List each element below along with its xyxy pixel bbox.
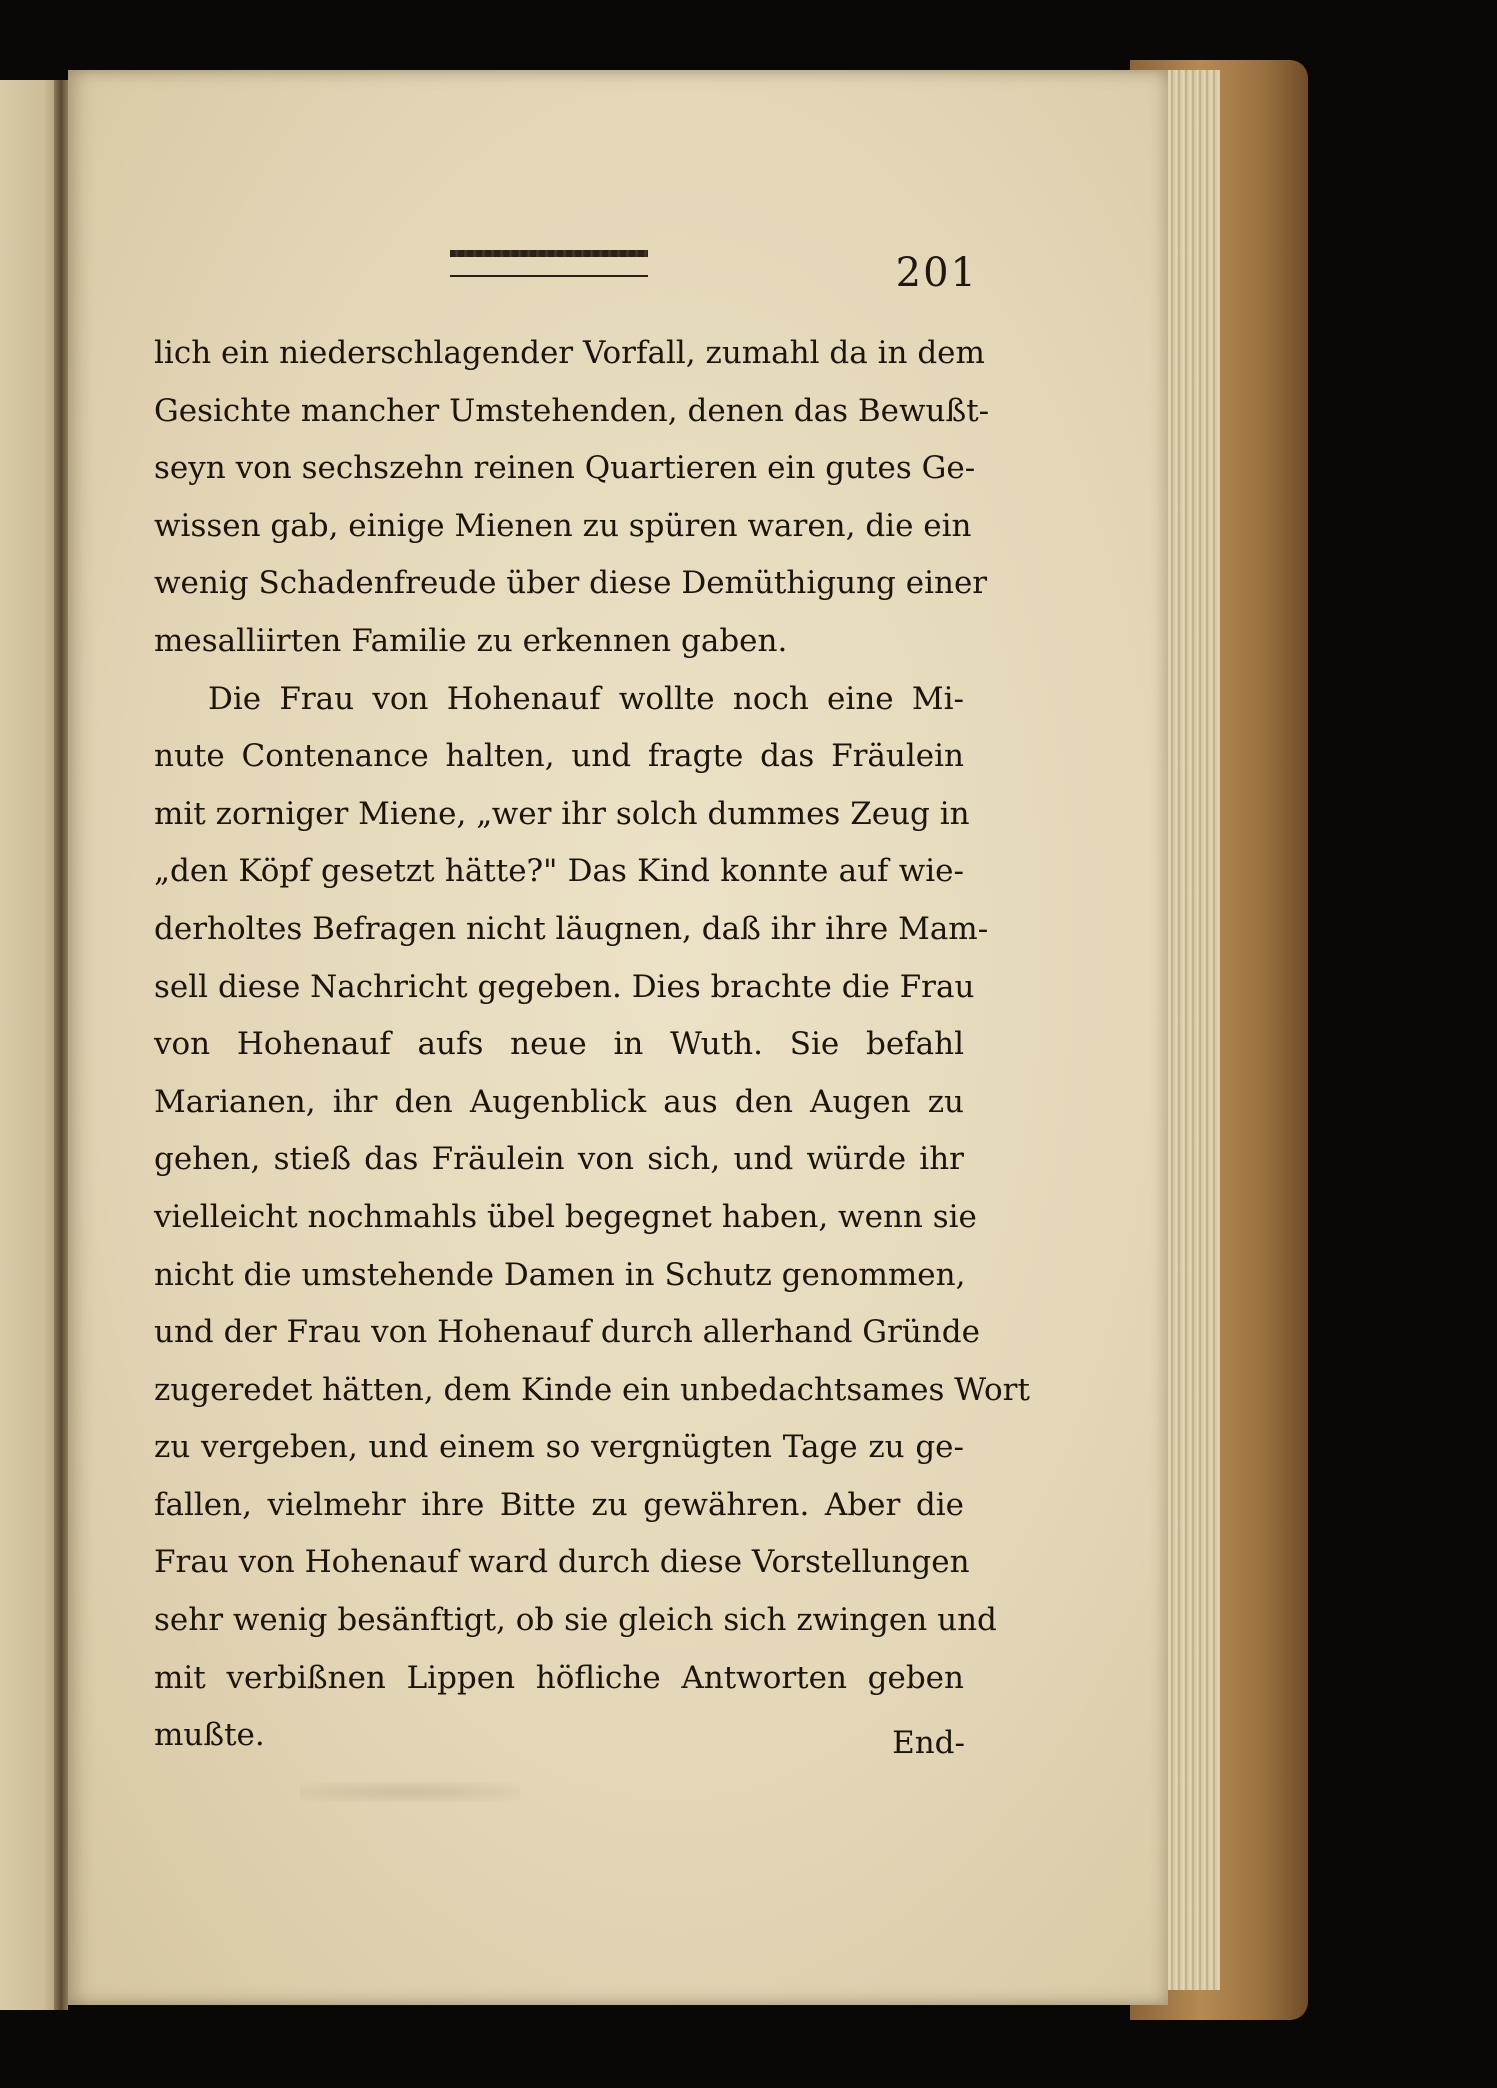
text-line: und der Frau von Hohenauf durch allerhand Gründe (154, 1314, 980, 1351)
catchword: End- (892, 1725, 965, 1761)
text-line: derholtes Befragen nicht läugnen, daß ihr ihre Mam- (154, 910, 989, 947)
text-line: vielleicht nochmahls übel begegnet haben, wenn sie (154, 1198, 977, 1235)
text-line: Die Frau von Hohenauf wollte noch eine Mi- (208, 680, 964, 717)
text-line: wissen gab, einige Mienen zu spüren waren, die ein (154, 507, 972, 544)
text-line: zugeredet hätten, dem Kinde ein unbedachtsames Wort (154, 1371, 1030, 1408)
header-rule-line (450, 275, 648, 277)
text-line: seyn von sechszehn reinen Quartieren ein gutes Ge- (154, 450, 976, 487)
text-line: nute Contenance halten, und fragte das Fräulein (154, 738, 964, 775)
text-line: von Hohenauf aufs neue in Wuth. Sie befahl (154, 1026, 964, 1063)
text-line: Marianen, ihr den Augenblick aus den Augen zu (154, 1083, 964, 1120)
page-number: 201 (895, 250, 978, 296)
text-line: nicht die umstehende Damen in Schutz genommen, (154, 1256, 966, 1293)
body-text (154, 325, 1030, 1765)
text-line: sehr wenig besänftigt, ob sie gleich sich zwingen und (154, 1602, 997, 1639)
text-line: gehen, stieß das Fräulein von sich, und würde ihr (154, 1141, 964, 1178)
text-line: lich ein niederschlagender Vorfall, zumahl da in dem (154, 335, 985, 371)
text-line: sell diese Nachricht gegeben. Dies brachte die Frau (154, 968, 975, 1005)
text-line: fallen, vielmehr ihre Bitte zu gewähren. Aber die (154, 1486, 964, 1523)
left-page-edge (0, 80, 62, 2010)
text-line: Frau von Hohenauf ward durch diese Vorstellungen (154, 1544, 970, 1581)
text-line: mesalliirten Familie zu erkennen gaben. (154, 622, 788, 659)
book-gutter (54, 80, 68, 2010)
text-line: mit zorniger Miene, „wer ihr solch dummes Zeug in (154, 795, 970, 832)
text-line: „den Köpf gesetzt hätte?" Das Kind konnte auf wie- (154, 853, 964, 890)
header-ornament-rule (450, 250, 648, 257)
text-line: Gesichte mancher Umstehenden, denen das Bewußt- (154, 392, 990, 429)
text-line: wenig Schadenfreude über diese Demüthigung einer (154, 565, 988, 602)
text-line: mußte. (154, 1717, 265, 1754)
text-line: mit verbißnen Lippen höfliche Antworten geben (154, 1659, 964, 1696)
ink-smudge (300, 1782, 520, 1802)
text-line: zu vergeben, und einem so vergnügten Tage zu ge- (154, 1429, 964, 1466)
page-edges (1160, 70, 1220, 1990)
